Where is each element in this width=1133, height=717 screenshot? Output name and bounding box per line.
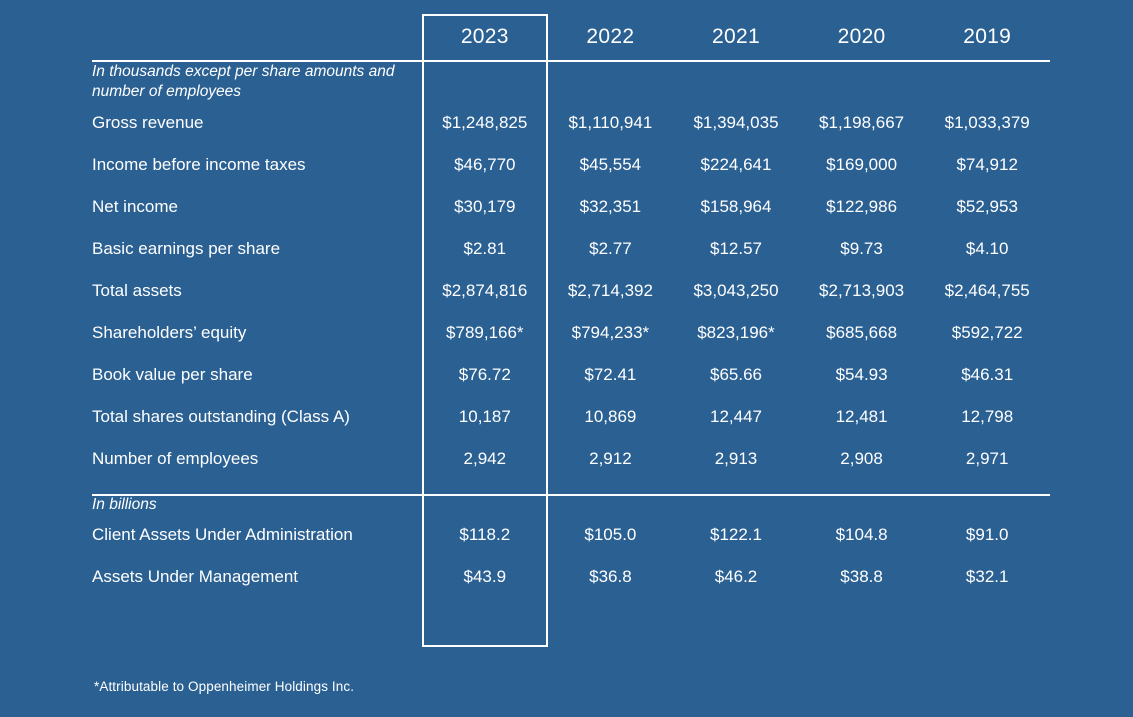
row-label-book-value-per-share: Book value per share (92, 364, 253, 384)
row-label-total-shares-outstanding: Total shares outstanding (Class A) (92, 406, 350, 426)
column-header-2023: 2023 (422, 14, 548, 61)
cell-shareholders-equity-2020: $685,668 (826, 322, 898, 342)
cell-book-value-2020: $54.93 (835, 364, 888, 384)
row-label-income-before-income-taxes: Income before income taxes (92, 154, 306, 174)
cell-income-before-income-taxes-2023: $46,770 (454, 154, 516, 174)
cell-employees-2019: 2,971 (965, 448, 1009, 468)
cell-employees-2023: 2,942 (463, 448, 507, 468)
cell-shareholders-equity-2019: $592,722 (951, 322, 1023, 342)
table-row (92, 396, 1050, 438)
cell-employees-2020: 2,908 (840, 448, 883, 468)
section-divider (92, 480, 1050, 495)
table-row (92, 312, 1050, 354)
units-note-secondary: In billions (92, 495, 157, 513)
cell-total-assets-2020: $2,713,903 (819, 280, 905, 300)
cell-shares-outstanding-2019: 12,798 (961, 406, 1014, 426)
cell-book-value-2019: $46.31 (961, 364, 1014, 384)
cell-aum-2020: $38.8 (840, 566, 883, 586)
cell-net-income-2019: $52,953 (956, 196, 1018, 216)
cell-aum-2023: $43.9 (463, 566, 507, 586)
cell-total-assets-2023: $2,874,816 (442, 280, 528, 300)
cell-total-assets-2019: $2,464,755 (944, 280, 1030, 300)
row-label-net-income: Net income (92, 196, 178, 216)
row-label-basic-earnings-per-share: Basic earnings per share (92, 238, 281, 258)
table-footnote: *Attributable to Oppenheimer Holdings Inc. (94, 679, 355, 694)
cell-shares-outstanding-2021: 12,447 (709, 406, 762, 426)
cell-gross-revenue-2021: $1,394,035 (693, 112, 779, 132)
row-label-gross-revenue: Gross revenue (92, 112, 204, 132)
cell-gross-revenue-2023: $1,248,825 (442, 112, 528, 132)
table-row (92, 270, 1050, 312)
row-label-shareholders-equity: Shareholders’ equity (92, 322, 247, 342)
row-label-assets-under-management: Assets Under Management (92, 566, 298, 586)
cell-net-income-2021: $158,964 (700, 196, 772, 216)
column-header-2019: 2019 (924, 14, 1050, 61)
cell-basic-eps-2023: $2.81 (463, 238, 507, 258)
table-row (92, 228, 1050, 270)
column-header-2020: 2020 (799, 14, 925, 61)
cell-shareholders-equity-2021: $823,196* (697, 322, 775, 342)
cell-shares-outstanding-2020: 12,481 (835, 406, 888, 426)
financial-highlights-table (92, 14, 1050, 598)
cell-gross-revenue-2019: $1,033,379 (944, 112, 1030, 132)
table-row (92, 144, 1050, 186)
cell-caua-2021: $122.1 (709, 524, 762, 544)
cell-gross-revenue-2022: $1,110,941 (568, 112, 653, 132)
table-row (92, 438, 1050, 480)
table-row (92, 102, 1050, 144)
cell-aum-2022: $36.8 (589, 566, 632, 586)
cell-shares-outstanding-2022: 10,869 (584, 406, 637, 426)
cell-basic-eps-2022: $2.77 (589, 238, 632, 258)
table-row (92, 186, 1050, 228)
cell-caua-2019: $91.0 (965, 524, 1009, 544)
table-row (92, 514, 1050, 556)
table-row (92, 354, 1050, 396)
cell-income-before-income-taxes-2020: $169,000 (826, 154, 898, 174)
cell-basic-eps-2020: $9.73 (840, 238, 883, 258)
units-note-primary: In thousands except per share amounts and number of employees (92, 63, 395, 100)
cell-basic-eps-2019: $4.10 (965, 238, 1009, 258)
cell-caua-2023: $118.2 (459, 524, 511, 544)
cell-shareholders-equity-2023: $789,166* (446, 322, 524, 342)
table-header-row (92, 14, 1050, 61)
column-header-2022: 2022 (548, 14, 674, 61)
cell-income-before-income-taxes-2019: $74,912 (956, 154, 1018, 174)
cell-aum-2019: $32.1 (965, 566, 1009, 586)
cell-basic-eps-2021: $12.57 (709, 238, 762, 258)
cell-gross-revenue-2020: $1,198,667 (819, 112, 905, 132)
cell-income-before-income-taxes-2021: $224,641 (700, 154, 772, 174)
cell-book-value-2021: $65.66 (709, 364, 762, 384)
row-label-total-assets: Total assets (92, 280, 182, 300)
cell-total-assets-2022: $2,714,392 (567, 280, 653, 300)
cell-employees-2021: 2,913 (714, 448, 758, 468)
column-header-2021: 2021 (673, 14, 799, 61)
cell-net-income-2020: $122,986 (826, 196, 898, 216)
cell-income-before-income-taxes-2022: $45,554 (579, 154, 642, 174)
cell-net-income-2023: $30,179 (454, 196, 516, 216)
units-note-primary-row (92, 61, 1050, 102)
cell-shareholders-equity-2022: $794,233* (571, 322, 650, 342)
cell-caua-2022: $105.0 (584, 524, 637, 544)
row-label-client-assets-under-administration: Client Assets Under Administration (92, 524, 353, 544)
cell-total-assets-2021: $3,043,250 (693, 280, 779, 300)
cell-net-income-2022: $32,351 (579, 196, 642, 216)
cell-book-value-2022: $72.41 (584, 364, 637, 384)
table-row (92, 556, 1050, 598)
cell-shares-outstanding-2023: 10,187 (458, 406, 511, 426)
column-header-label (92, 14, 422, 61)
cell-aum-2021: $46.2 (714, 566, 758, 586)
units-note-secondary-row (92, 495, 1050, 514)
cell-book-value-2023: $76.72 (458, 364, 511, 384)
cell-caua-2020: $104.8 (835, 524, 888, 544)
cell-employees-2022: 2,912 (589, 448, 632, 468)
row-label-number-of-employees: Number of employees (92, 448, 259, 468)
